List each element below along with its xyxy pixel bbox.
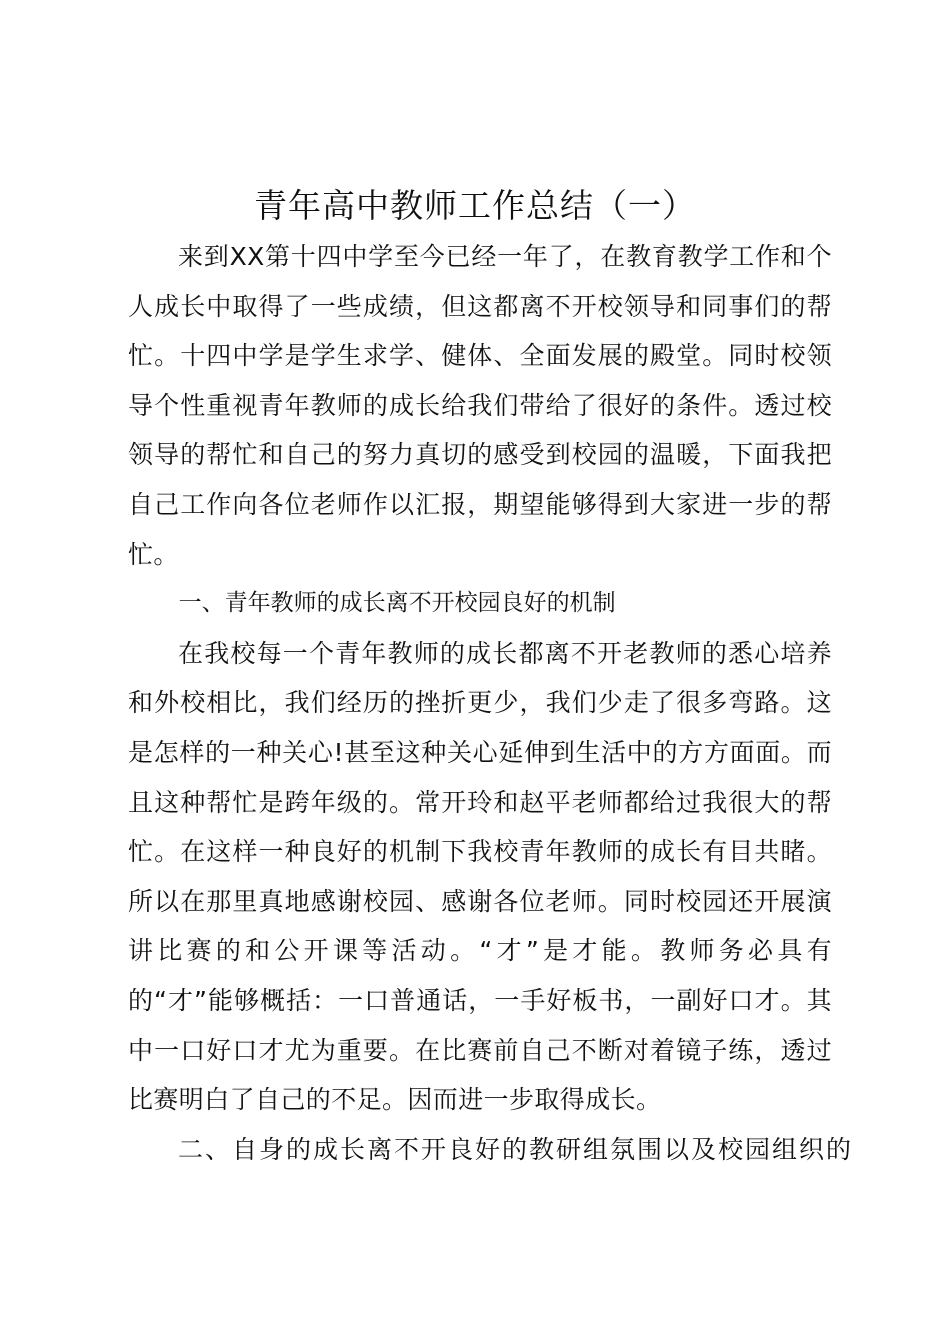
section-heading-1: 一、青年教师的成长离不开校园良好的机制 (178, 590, 616, 617)
document-body (128, 232, 854, 1174)
section-heading-2: 二、自身的成长离不开良好的教研组氛围以及校园组织的 (178, 1134, 854, 1164)
page-title: 青年高中教师工作总结（一） (254, 186, 696, 225)
paragraph-intro: 来到XX第十四中学至今已经一年了，在教育教学工作和个人成长中取得了一些成绩，但这都离不开校领导和同事们的帮忙。十四中学是学生求学、健体、全面发展的殿堂。同时校领导个性重视青年教师的成长给我们带给了很好的条件。透过校领导的帮忙和自己的努力真切的感受到校园的温暖，下面我把自己工作向各位老师作以汇报，期望能够得到大家进一步的帮忙。 (128, 242, 832, 569)
paragraph-section-1: 在我校每一个青年教师的成长都离不开老教师的悉心培养和外校相比，我们经历的挫折更少，我们少走了很多弯路。这是怎样的一种关心!甚至这种关心延伸到生活中的方方面面。而且这种帮忙是跨年级的。常开玲和赵平老师都给过我很大的帮忙。在这样一种良好的机制下我校青年教师的成长有目共睹。所以在那里真地感谢校园、感谢各位老师。同时校园还开展演讲比赛的和公开课等活动。“才”是才能。教师务必具有的“才”能够概括：一口普通话，一手好板书，一副好口才。其中一口好口才尤为重要。在比赛前自己不断对着镜子练，透过比赛明白了自己的不足。因而进一步取得成长。 (128, 638, 832, 1115)
